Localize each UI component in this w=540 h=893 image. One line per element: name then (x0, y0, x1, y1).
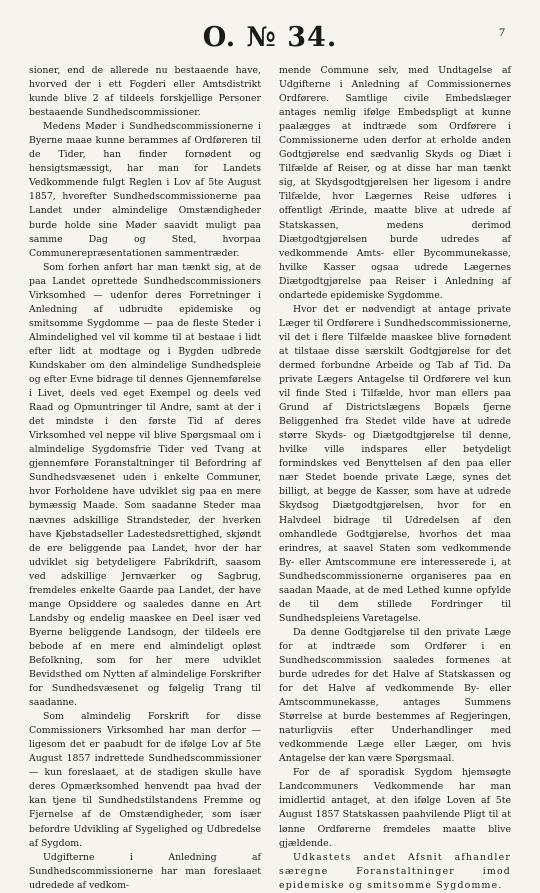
page-header (0, 22, 540, 56)
right-column (279, 64, 511, 891)
paragraph: Da denne Godtgjørelse til den private Læge for at indtræde som Ordfører i en Sundhedscommission saaledes formenes at burde udredes for det Halve af Statskassen og for det Halve af vedkommende By- eller Amtscommunekasse, antages Summens Størrelse at burde bestemmes af Regjeringen, naturligviis efter Underhandlinger med vedkommende Læge eller Læger, om hvis Antagelse der kan være Spørgsmaal. (279, 626, 511, 765)
paragraph: For de af sporadisk Sygdom hjemsøgte Landcommuners Vedkommende har man imidlertid antaget, at den ifølge Loven af 5te August 1857 Statskassen paahvilende Pligt til at lønne Ordførerne fremdeles maatte blive gjældende. (279, 767, 511, 849)
paragraph: Medens Møder i Sundhedscommissionerne i Byerne maae kunne berammes af Ordføreren til de Tider, han finder fornødent og hensigtsmæssigt, har man for Landets Vedkommende fulgt Reglen i Lov af 5te August 1857, hvorefter Sundhedscommissionerne paa Landet under almindelige Omstændigheder burde holde sine Møder saavidt muligt paa samme Dag og Sted, hvorpaa Communerepræsentationen sammentræder. (29, 121, 261, 259)
document-number: O. № 34. (202, 22, 338, 53)
page-number: 7 (499, 25, 505, 39)
left-column (29, 64, 261, 891)
paragraph: Som forhen anført har man tænkt sig, at de paa Landet oprettede Sundhedscommissioners Virksomhed — udenfor deres Forretninger i Anledning af udbrudte epidemiske og smitsomme Sygdomme — paa de fleste Steder i Almindelighed vel vil komme til at bestaae i lidt efter lidt at modtage og i Bygden udbrede Kundskaber om den almindelige Sundhedspleie og efter Evne bidrage til dennes Gjennemførelse i Livet, deels ved eget Exempel og deels ved Raad og Opmuntringer til Andre, samt at der i det mindste i den første Tid af deres Virksomhed vel neppe vil blive Spørgsmaal om i almindelige Sygdomsfrie Tider ved Tvang at gjennemføre Foranstaltninger til Befordring af Sundhedsvæsenet uden i enkelte Communer, hvor Forholdene have udviklet sig paa en mere bymæssig Maade. Som saadanne Steder maa nævnes adskillige Strandsteder, der hverken have Kjøbstadseller Ladestedsrettighed, skjøndt de ere beliggende paa Landet, hvor der har udviklet sig betydeligere Fabrikdrift, saasom ved adskillige Jernværker og Sagbrug, fremdeles enkelte Gaarde paa Landet, der have mange Opsiddere og saaledes danne en Art Landsby og endelig maaskee en Deel især ved Byerne beliggende Landsogn, der tildeels ere bebode af en mere end almindeligt opløst Befolkning, som for her mere udviklet Bevidsthed om Nytten af almindelige Forskrifter for Sundhedsvæsenet og følgelig Trang til saadanne. (29, 261, 261, 709)
paragraph: mende Commune selv, med Undtagelse af Udgifterne i Anledning af Commissionernes Ordførere. Samtlige civile Embedslæger antages nemlig ifølge Embedspligt at kunne paalægges at indtræde som Ordførere i Commissionerne uden derfor at erholde anden Godtgjørelse end sædvanlig Skyds og Diæt i Tilfælde af Reiser, og at disse har man tænkt sig, at Skydsgodtgjørelsen her ligesom i andre Tilfælde, hvor Lægernes Reise udføres i offentligt Ærinde, maatte blive at udrede af Statskassen, medens derimod Diætgodtgjørelsen burde udredes af vedkommende Amts- eller Bycommunekasse, hvilke Kasser ogsaa udrede Lægernes Diætgodtgjørelse paa Reiser i Anledning af ondartede epidemiske Sygdomme. (279, 65, 511, 301)
paragraph: Udkastets andet Afsnit afhandler særegne Foranstaltninger imod epidemiske og smitsomme Sygdomme. (279, 851, 511, 891)
paragraph: sioner, end de allerede nu bestaaende have, hvorved der i ett Fogderi eller Amtsdistrikt kunde blive 2 af tildeels forskjellige Personer bestaaende Sundhedscommissioner. (29, 65, 261, 119)
paragraph: Som almindelig Forskrift for disse Commissioners Virksomhed har man derfor — ligesom det er paabudt for de ifølge Lov af 5te August 1857 indrettede Sundhedscommissioner — kun foreslaaet, at de stadigen skulle have deres Opmærksomhed henvendt paa hvad der kan tjene til Sundhedstilstandens Fremme og Fjernelse af de Omstændigheder, som især befordre Udvikling af Sygelighed og Udbredelse af Sygdom. (29, 711, 261, 849)
paragraph: Hvor det er nødvendigt at antage private Læger til Ordførere i Sundhedscommissionerne, vil det i flere Tilfælde maaskee blive fornødent at tilstaae disse særskilt Godtgjørelse for det dermed forbundne Arbeide og Tab af Tid. Da private Lægers Antagelse til Ordførere vel kun vil finde Sted i Tilfælde, hvor man ellers paa Grund af Districtslægens Bopæls fjerne Beliggenhed fra Stedet vilde have at udrede større Skyds- og Diætgodtgjørelse til denne, hvilke ville indspares eller betydeligt formindskes ved Benyttelsen af den paa eller nær Stedet boende private Læge, synes det billigt, at begge de Kasser, som have at udrede Skydsog Diætgodtgjørelsen, hvor for en Halvdeel bidrage til Udredelsen af den omhandlede Godtgjørelse, hvorhos det maa erindres, at saavel Staten som vedkommende By- eller Amtscommune ere interesserede i, at Sundhedscommissionerne organiseres paa en saadan Maade, at de med Lethed kunne opfylde de til dem stillede Fordringer til Sundhedspleiens Varetagelse. (279, 303, 511, 624)
paragraph: Udgifterne i Anledning af Sundhedscommissionerne har man foreslaaet udredede af vedkom- (29, 851, 261, 891)
